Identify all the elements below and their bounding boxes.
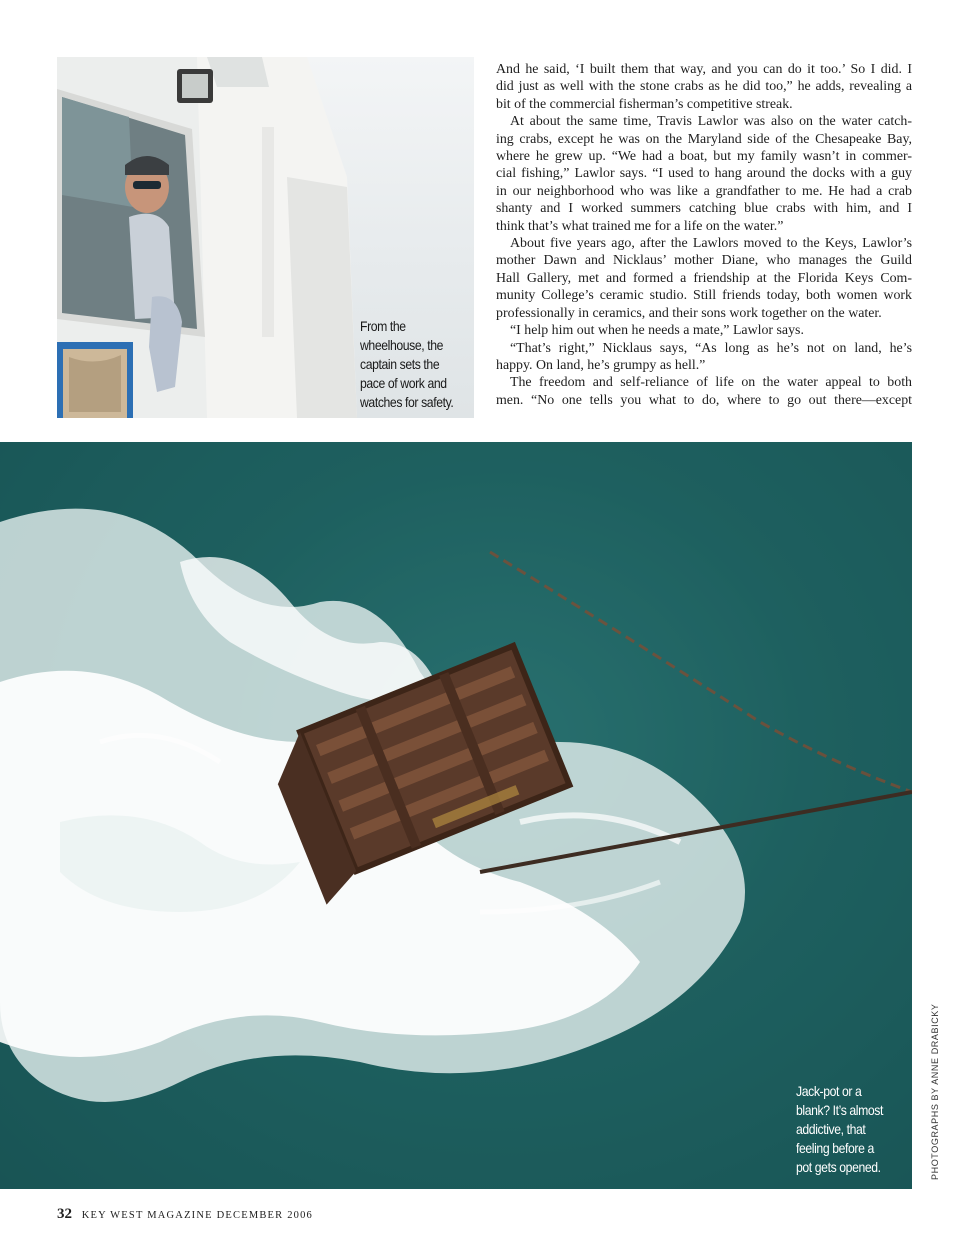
article-line: shanty and I worked summers catching blue crabs with him, and I [496,201,912,217]
crab-pot-photo [0,442,912,1189]
article-line: And he said, ‘I built them that way, and you can do it too.’ So I did. I [496,62,912,77]
photo-credit: PHOTOGRAPHS BY ANNE DRABICKY [930,1003,940,1180]
caption-line: feeling before a [796,1141,874,1156]
article-line: did just as well with the stone crabs as he did too,” he adds, revealing a [496,79,912,95]
article-line: About five years ago, after the Lawlors moved to the Keys, Lawlor’s [510,236,912,252]
article-line: mother Dawn and Nicklaus’ mother Diane, who manages the Guild [496,253,912,269]
main-photo-caption [796,1082,897,1177]
article-line: happy. On land, he’s grumpy as hell.” [496,357,706,373]
caption-line: watches for safety. [360,395,454,410]
magazine-name: KEY WEST MAGAZINE DECEMBER 2006 [81,1210,313,1221]
article-line: in our neighborhood who was like a grandfather to me. He had a crab [496,183,912,199]
article-line: cial fishing,” Lawlor says. “I used to hang around the docks with a guy [496,166,912,182]
caption-line: blank? It’s almost [796,1103,884,1118]
top-photo-caption [360,317,459,412]
article-line: The freedom and self-reliance of life on the water appeal to both [510,375,912,391]
article-line: At about the same time, Travis Lawlor was also on the water catch- [510,114,912,130]
caption-line: From the [360,319,406,334]
caption-line: captain sets the [360,357,440,372]
article-line: ing crabs, except he was on the Maryland side of the Chesapeake Bay, [496,131,912,147]
crab-pot-illustration [0,442,912,1189]
caption-line: wheelhouse, the [360,338,444,353]
article-line: Hall Gallery, met and formed a friendship at the Florida Keys Com- [496,270,912,286]
article-line: professionally in ceramics, and their sons work together on the water. [496,305,882,321]
folio [57,1206,313,1223]
page-number: 32 [57,1206,72,1222]
article-line: munity College’s ceramic studio. Still friends today, both women work [496,288,912,304]
article-line: bit of the commercial fisherman’s competitive streak. [496,96,793,112]
caption-line: pot gets opened. [796,1160,881,1175]
article-body [496,61,912,409]
article-line: think that’s what trained me for a life on the water.” [496,218,784,234]
caption-line: addictive, that [796,1122,866,1137]
article-line: “I help him out when he needs a mate,” Lawlor says. [510,323,804,339]
article-line: where he grew up. “We had a boat, but my family wasn’t in commer- [496,149,912,165]
article-line: “That’s right,” Nicklaus says, “As long as he’s not on land, he’s [510,340,912,356]
caption-line: Jack-pot or a [796,1084,862,1099]
article-line: men. “No one tells you what to do, where to go out there—except [496,392,912,408]
caption-line: pace of work and [360,376,447,391]
